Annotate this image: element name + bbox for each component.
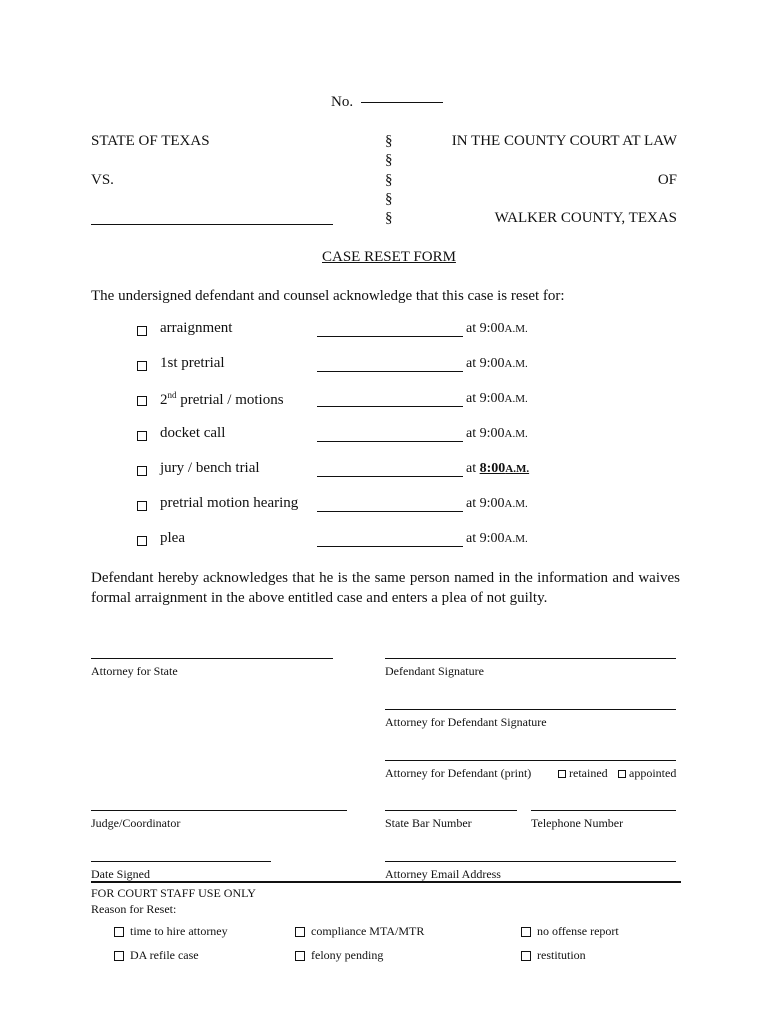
retained-option[interactable] [558,766,608,781]
reset-item-checkbox[interactable] [137,466,147,476]
state-of-texas: STATE OF TEXAS [91,133,210,149]
reset-item-label-text: plea [160,530,185,546]
reset-date-line[interactable] [317,476,463,477]
reset-time-ampm: A.M. [505,463,530,475]
acknowledgement-text: Defendant hereby acknowledges that he is the same person named in the information and waives formal arraignment in the above entitled case and enters a plea of not guilty. [91,570,680,606]
reset-item-label [160,320,232,337]
reset-item-label-text: pretrial / motions [180,392,284,408]
defendant-signature-line[interactable] [385,658,676,659]
at-label: at [466,461,477,476]
judge-coordinator-line[interactable] [91,810,347,811]
attorney-email-line[interactable] [385,861,676,862]
reset-time-ampm: A.M. [504,498,528,510]
retained-checkbox[interactable] [558,770,566,778]
judge-coordinator-label: Judge/Coordinator [91,816,181,830]
reset-time-ampm: A.M. [504,323,528,335]
reason-checkbox[interactable] [295,951,305,961]
reset-item-checkbox[interactable] [137,361,147,371]
attorney-defendant-print-line[interactable] [385,760,676,761]
reset-time-value: 8:00 [479,461,506,476]
reset-date-line[interactable] [317,371,463,372]
section-symbol: § [385,191,393,207]
reset-date-line[interactable] [317,336,463,337]
date-signed-line[interactable] [91,861,271,862]
reset-date-line[interactable] [317,441,463,442]
reset-time-value: 9:00 [479,356,505,371]
reset-time-value: 9:00 [479,496,505,511]
intro-text: The undersigned defendant and counsel acknowledge that this case is reset for: [91,288,565,304]
reset-item-label-text: jury / bench trial [160,460,260,476]
attorney-for-state-line[interactable] [91,658,333,659]
reset-time-value: 9:00 [479,531,505,546]
section-symbol: § [385,152,393,168]
attorney-defendant-signature-label: Attorney for Defendant Signature [385,715,547,729]
at-label: at [466,391,477,406]
staff-title: FOR COURT STAFF USE ONLY [91,886,256,900]
reason-checkbox[interactable] [521,927,531,937]
at-label: at [466,426,477,441]
reset-item-label-prefix: 2 [160,392,168,408]
reset-item-label [160,530,185,547]
reason-label: Reason for Reset: [91,902,177,916]
at-label: at [466,496,477,511]
reset-item-label [160,460,260,477]
reset-item-checkbox[interactable] [137,431,147,441]
reset-time [466,461,529,477]
reset-item-label [160,425,225,442]
reason-label-text: no offense report [537,924,619,938]
staff-section-divider [91,881,681,883]
at-label: at [466,531,477,546]
section-symbol: § [385,172,393,188]
appointed-label: appointed [629,766,677,780]
section-symbol: § [385,133,393,149]
reason-compliance-mta-mtr[interactable] [295,924,424,939]
reset-date-line[interactable] [317,546,463,547]
reason-label-text: felony pending [311,948,384,962]
telephone-number-line[interactable] [531,810,676,811]
reason-checkbox[interactable] [114,951,124,961]
reset-time-ampm: A.M. [504,533,528,545]
versus-label: VS. [91,172,114,188]
court-county: WALKER COUNTY, TEXAS [494,210,677,226]
reason-label-text: time to hire attorney [130,924,228,938]
case-number-label: No. [331,94,354,110]
reset-item-label [160,390,284,409]
reset-item-label-text: docket call [160,425,226,441]
reason-da-refile-case[interactable] [114,948,199,963]
reset-item-checkbox[interactable] [137,536,147,546]
attorney-defendant-signature-line[interactable] [385,709,676,710]
case-number-line[interactable] [361,102,443,103]
reset-item-label-text: 1st pretrial [160,355,225,371]
court-of: OF [657,172,677,188]
retained-label: retained [569,766,608,780]
reset-time [466,496,528,512]
reason-no-offense-report[interactable] [521,924,619,939]
reset-time [466,531,528,547]
at-label: at [466,356,477,371]
reason-restitution[interactable] [521,948,586,963]
reset-time-ampm: A.M. [504,393,528,405]
reset-time-value: 9:00 [479,321,505,336]
at-label: at [466,321,477,336]
reset-date-line[interactable] [317,511,463,512]
reason-checkbox[interactable] [114,927,124,937]
reason-felony-pending[interactable] [295,948,383,963]
reset-time-ampm: A.M. [504,358,528,370]
reset-date-line[interactable] [317,406,463,407]
reset-item-label [160,495,298,512]
section-symbol: § [385,210,393,226]
reset-item-checkbox[interactable] [137,326,147,336]
state-bar-number-label: State Bar Number [385,816,472,830]
state-bar-number-line[interactable] [385,810,517,811]
form-title: CASE RESET FORM [322,249,456,265]
reset-time [466,321,528,337]
reset-time-value: 9:00 [479,426,505,441]
reset-item-label [160,355,225,372]
reset-item-checkbox[interactable] [137,396,147,406]
reason-checkbox[interactable] [295,927,305,937]
appointed-checkbox[interactable] [618,770,626,778]
reset-item-label-text: pretrial motion hearing [160,495,299,511]
reason-label-text: compliance MTA/MTR [311,924,425,938]
reset-time-ampm: A.M. [504,428,528,440]
appointed-option[interactable] [618,766,676,781]
reason-time-to-hire-attorney[interactable] [114,924,228,939]
defendant-name-line[interactable] [91,224,333,225]
reset-item-label-text: arraignment [160,320,233,336]
reset-item-checkbox[interactable] [137,501,147,511]
court-name: IN THE COUNTY COURT AT LAW [451,133,677,149]
reason-label-text: restitution [537,948,586,962]
reason-checkbox[interactable] [521,951,531,961]
attorney-email-label: Attorney Email Address [385,867,501,881]
reset-time [466,356,528,372]
reason-label-text: DA refile case [130,948,199,962]
case-number-row [331,94,443,111]
defendant-signature-label: Defendant Signature [385,664,484,678]
reset-time [466,426,528,442]
date-signed-label: Date Signed [91,867,150,881]
attorney-for-state-label: Attorney for State [91,664,178,678]
telephone-number-label: Telephone Number [531,816,624,830]
reset-time [466,391,528,407]
attorney-defendant-print-label: Attorney for Defendant (print) [385,766,532,780]
reset-time-value: 9:00 [479,391,505,406]
reset-item-label-sup: nd [167,390,177,400]
